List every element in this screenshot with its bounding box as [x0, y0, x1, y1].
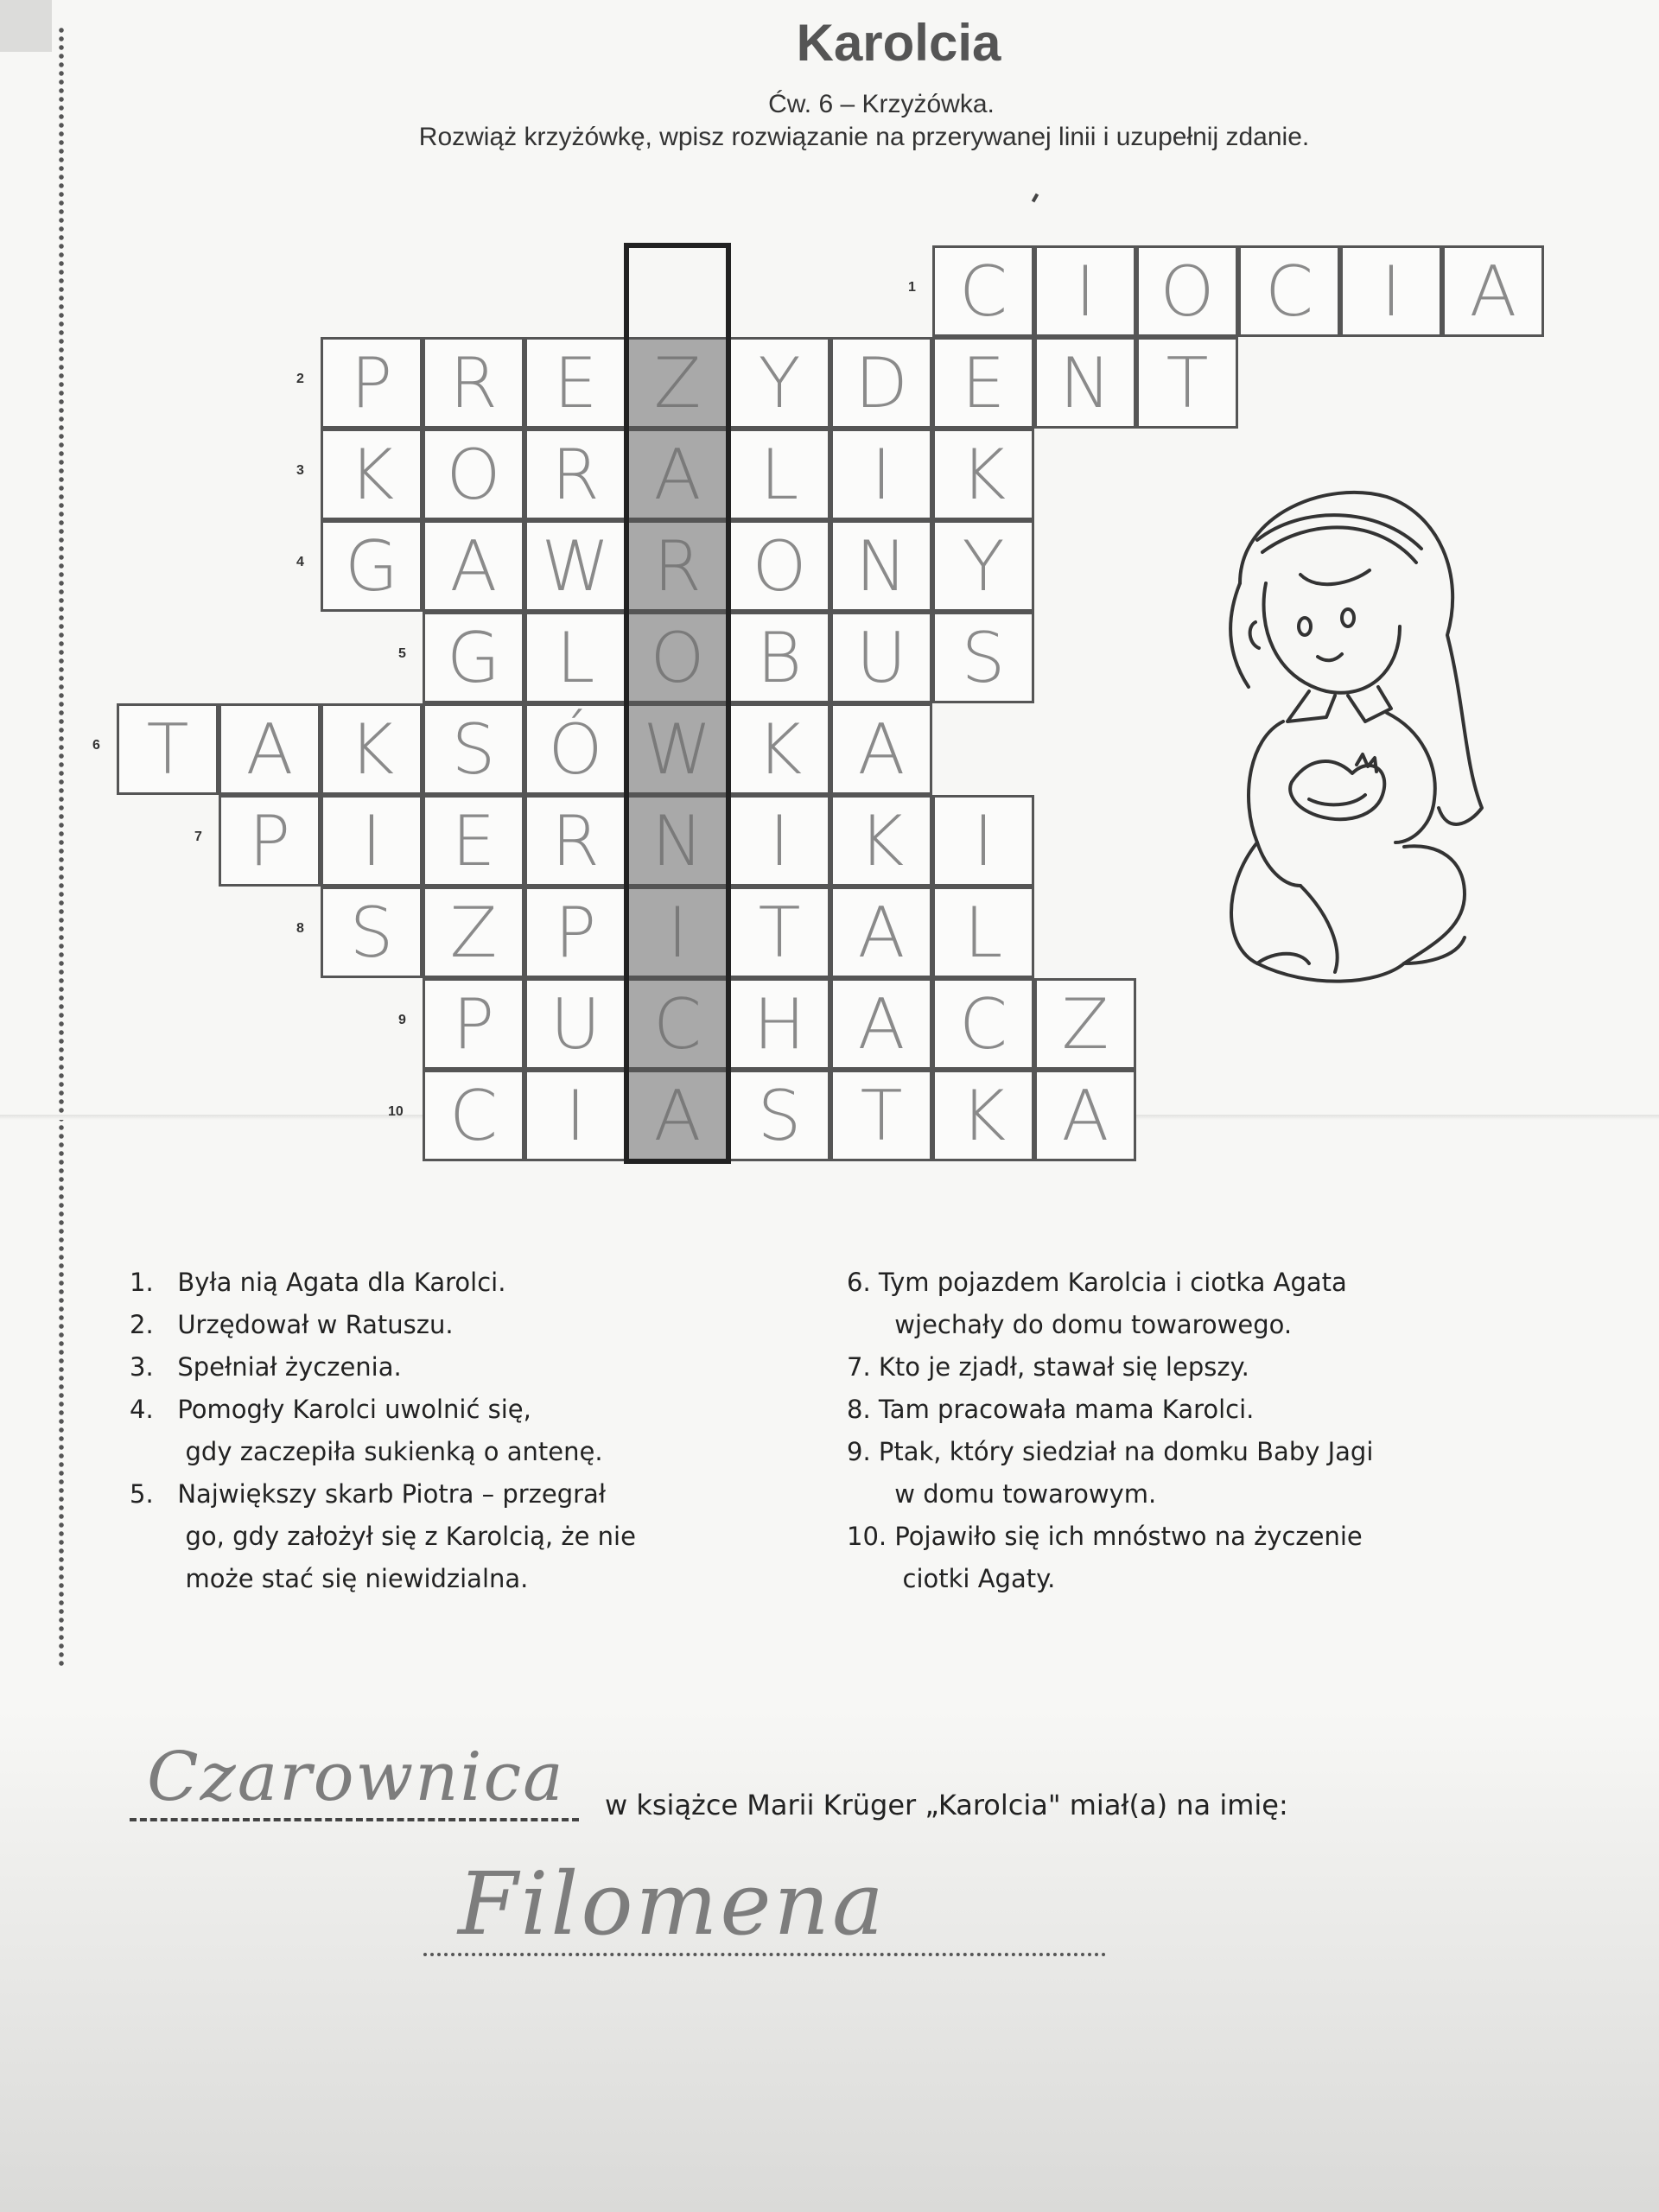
row-number: 7: [194, 830, 202, 844]
crossword-cell[interactable]: K: [932, 1070, 1034, 1161]
crossword-cell[interactable]: T: [1136, 337, 1238, 429]
row-number: 9: [398, 1013, 406, 1027]
crossword-cell[interactable]: A: [423, 520, 524, 612]
spiral-binding: [55, 26, 67, 1668]
clue-line: 2. Urzędował w Ratuszu.: [130, 1310, 454, 1339]
crossword-cell[interactable]: Z: [423, 887, 524, 978]
crossword-cell[interactable]: S: [321, 887, 423, 978]
key-column-cell[interactable]: I: [626, 887, 728, 978]
crossword-cell[interactable]: C: [932, 978, 1034, 1070]
page-title: Karolcia: [796, 14, 1001, 72]
crossword-cell[interactable]: L: [524, 612, 626, 703]
crossword-cell[interactable]: H: [728, 978, 830, 1070]
crossword-cell[interactable]: Ó: [524, 703, 626, 795]
crossword-cell[interactable]: A: [219, 703, 321, 795]
clue-line: 4. Pomogły Karolci uwolnić się,: [130, 1395, 531, 1424]
crossword-cell[interactable]: A: [1442, 245, 1544, 337]
key-column-cell[interactable]: R: [626, 520, 728, 612]
clue-line: 1. Była nią Agata dla Karolci.: [130, 1268, 506, 1297]
clue-line: ciotki Agaty.: [847, 1564, 1056, 1593]
crossword-cell[interactable]: Y: [728, 337, 830, 429]
crossword-cell[interactable]: K: [932, 429, 1034, 520]
crossword-cell[interactable]: C: [1238, 245, 1340, 337]
clue-line: 7. Kto je zjadł, stawał się lepszy.: [847, 1352, 1249, 1382]
crossword-cell[interactable]: K: [321, 703, 423, 795]
clue-line: 6. Tym pojazdem Karolcia i ciotka Agata: [847, 1268, 1347, 1297]
clue-line: go, gdy założył się z Karolcią, że nie: [130, 1522, 636, 1551]
crossword-cell[interactable]: I: [728, 795, 830, 887]
handwritten-answer: Czarownica: [147, 1738, 565, 1816]
crossword-cell[interactable]: I: [1034, 245, 1136, 337]
crossword-cell[interactable]: Z: [1034, 978, 1136, 1070]
exercise-subtitle: Ćw. 6 – Krzyżówka.: [768, 90, 995, 118]
crossword-cell[interactable]: D: [830, 337, 932, 429]
handwritten-name: Filomena: [458, 1853, 887, 1955]
crossword-cell[interactable]: U: [524, 978, 626, 1070]
row-number: 10: [388, 1104, 404, 1119]
row-number: 1: [908, 280, 916, 295]
crossword-cell[interactable]: P: [423, 978, 524, 1070]
key-column-cell[interactable]: N: [626, 795, 728, 887]
crossword-cell[interactable]: O: [1136, 245, 1238, 337]
crossword-cell[interactable]: E: [423, 795, 524, 887]
crossword-cell[interactable]: E: [524, 337, 626, 429]
crossword-cell[interactable]: P: [219, 795, 321, 887]
key-column-cell[interactable]: O: [626, 612, 728, 703]
crossword-cell[interactable]: K: [321, 429, 423, 520]
key-column-cell[interactable]: W: [626, 703, 728, 795]
pen-mark: [1032, 194, 1039, 203]
crossword-cell[interactable]: S: [423, 703, 524, 795]
row-number: 8: [296, 921, 304, 936]
crossword-cell[interactable]: L: [728, 429, 830, 520]
crossword-cell[interactable]: I: [524, 1070, 626, 1161]
row-number: 3: [296, 463, 304, 478]
crossword-cell[interactable]: E: [932, 337, 1034, 429]
key-column-cell[interactable]: A: [626, 429, 728, 520]
crossword-cell[interactable]: I: [1340, 245, 1442, 337]
answer-blank[interactable]: [130, 1738, 579, 1821]
row-number: 2: [296, 372, 304, 386]
crossword-cell[interactable]: S: [932, 612, 1034, 703]
crossword-cell[interactable]: A: [1034, 1070, 1136, 1161]
clue-line: 5. Największy skarb Piotra – przegrał: [130, 1479, 607, 1509]
crossword-cell[interactable]: I: [932, 795, 1034, 887]
crossword-cell[interactable]: I: [830, 429, 932, 520]
row-number: 6: [92, 738, 100, 753]
crossword-cell[interactable]: I: [321, 795, 423, 887]
crossword-cell[interactable]: W: [524, 520, 626, 612]
clue-line: 10. Pojawiło się ich mnóstwo na życzenie: [847, 1522, 1363, 1551]
exercise-instruction: Rozwiąż krzyżówkę, wpisz rozwiązanie na przerywanej linii i uzupełnij zdanie.: [418, 123, 1310, 151]
key-column-cell[interactable]: C: [626, 978, 728, 1070]
name-blank-line[interactable]: [423, 1944, 1106, 1956]
crossword-cell[interactable]: Y: [932, 520, 1034, 612]
crossword-cell[interactable]: C: [932, 245, 1034, 337]
crossword-cell[interactable]: O: [728, 520, 830, 612]
crossword-cell[interactable]: A: [830, 978, 932, 1070]
crossword-cell[interactable]: S: [728, 1070, 830, 1161]
row-number: 5: [398, 646, 406, 661]
crossword-cell[interactable]: N: [830, 520, 932, 612]
girl-illustration: [1205, 480, 1499, 1015]
clue-line: 9. Ptak, który siedział na domku Baby Jagi: [847, 1437, 1374, 1466]
clue-line: może stać się niewidzialna.: [130, 1564, 529, 1593]
answer-sentence: [130, 1738, 1288, 1821]
clue-line: 3. Spełniał życzenia.: [130, 1352, 402, 1382]
crossword-cell[interactable]: A: [830, 887, 932, 978]
crossword-cell[interactable]: U: [830, 612, 932, 703]
clue-line: 8. Tam pracowała mama Karolci.: [847, 1395, 1255, 1424]
crossword-cell[interactable]: R: [524, 429, 626, 520]
crossword-cell[interactable]: A: [830, 703, 932, 795]
crossword-cell[interactable]: R: [524, 795, 626, 887]
sentence-text: w książce Marii Krüger „Karolcia" miał(a) na imię:: [605, 1789, 1288, 1821]
row-number: 4: [296, 555, 304, 569]
crossword-cell[interactable]: T: [728, 887, 830, 978]
crossword-cell[interactable]: R: [423, 337, 524, 429]
clue-line: gdy zaczepiła sukienką o antenę.: [130, 1437, 603, 1466]
key-column-frame: [624, 243, 731, 1164]
crossword-cell[interactable]: L: [932, 887, 1034, 978]
crossword-cell[interactable]: T: [117, 703, 219, 795]
crossword-cell[interactable]: B: [728, 612, 830, 703]
crossword-cell[interactable]: O: [423, 429, 524, 520]
key-column-cell[interactable]: Z: [626, 337, 728, 429]
key-column-cell[interactable]: A: [626, 1070, 728, 1161]
page-corner: [0, 0, 52, 52]
clue-line: w domu towarowym.: [847, 1479, 1157, 1509]
clue-line: wjechały do domu towarowego.: [847, 1310, 1293, 1339]
crossword-cell[interactable]: K: [830, 795, 932, 887]
crossword-cell[interactable]: P: [524, 887, 626, 978]
crossword-cell[interactable]: T: [830, 1070, 932, 1161]
crossword-cell[interactable]: P: [321, 337, 423, 429]
crossword-cell[interactable]: G: [423, 612, 524, 703]
crossword-cell[interactable]: N: [1034, 337, 1136, 429]
crossword-cell[interactable]: K: [728, 703, 830, 795]
crossword-cell[interactable]: C: [423, 1070, 524, 1161]
crossword-cell[interactable]: G: [321, 520, 423, 612]
